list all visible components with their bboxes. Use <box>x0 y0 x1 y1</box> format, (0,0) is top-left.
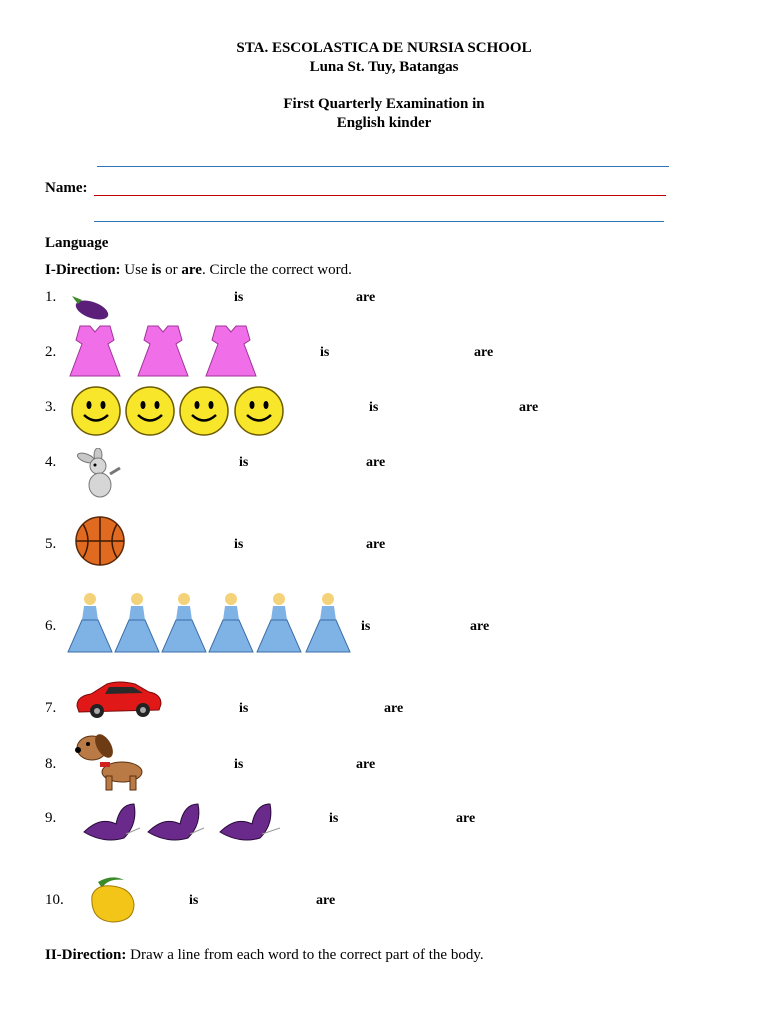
choice-is[interactable]: is <box>320 345 330 360</box>
direction-1-label: I-Direction: <box>45 262 121 278</box>
direction-1-text-a: Use <box>120 262 152 278</box>
item-number: 3. <box>45 399 57 415</box>
school-address: Luna St. Tuy, Batangas <box>309 59 459 75</box>
item-number: 6. <box>45 618 57 634</box>
direction-2-label: II-Direction: <box>45 947 127 963</box>
dog-icon <box>70 732 150 792</box>
direction-2 <box>45 947 484 964</box>
choice-is[interactable]: is <box>329 811 339 826</box>
exam-title-line2: English kinder <box>336 115 432 131</box>
mango-icon <box>82 872 138 926</box>
choice-is[interactable]: is <box>239 455 249 470</box>
direction-1-text-b: or <box>161 262 182 278</box>
top-blue-line <box>97 166 669 167</box>
princesses-icon <box>66 590 354 656</box>
choice-are[interactable]: are <box>384 701 404 716</box>
direction-1-text-c: . Circle the correct word. <box>201 262 352 278</box>
direction-1-word-are: are <box>181 262 202 278</box>
school-name: STA. ESCOLASTICA DE NURSIA SCHOOL <box>236 40 532 56</box>
name-input-line[interactable] <box>94 195 666 196</box>
car-icon <box>73 678 165 720</box>
choice-is[interactable]: is <box>361 619 371 634</box>
choice-is[interactable]: is <box>234 537 244 552</box>
basketball-icon <box>73 516 127 566</box>
bottom-blue-line <box>94 221 664 222</box>
choice-are[interactable]: are <box>356 757 376 772</box>
item-number: 8. <box>45 756 57 772</box>
eggplant-icon <box>68 288 112 322</box>
section-title: Language <box>45 235 109 251</box>
choice-is[interactable]: is <box>189 893 199 908</box>
item-number: 1. <box>45 289 57 305</box>
dresses-icon <box>68 322 264 380</box>
choice-are[interactable]: are <box>519 400 539 415</box>
item-number: 4. <box>45 454 57 470</box>
smileys-icon <box>70 386 288 436</box>
choice-is[interactable]: is <box>234 290 244 305</box>
choice-are[interactable]: are <box>316 893 336 908</box>
choice-are[interactable]: are <box>366 455 386 470</box>
item-number: 2. <box>45 344 57 360</box>
butterflies-icon <box>80 798 292 848</box>
rabbit-icon <box>76 448 126 500</box>
choice-is[interactable]: is <box>234 757 244 772</box>
choice-are[interactable]: are <box>366 537 386 552</box>
choice-are[interactable]: are <box>470 619 490 634</box>
item-number: 10. <box>45 892 64 908</box>
direction-2-text: Draw a line from each word to the correct part of the body. <box>126 947 484 963</box>
exam-title-line1: First Quarterly Examination in <box>283 96 485 112</box>
choice-is[interactable]: is <box>239 701 249 716</box>
name-label: Name: <box>45 180 88 196</box>
choice-are[interactable]: are <box>474 345 494 360</box>
direction-1-word-is: is <box>151 262 162 278</box>
item-number: 9. <box>45 810 57 826</box>
direction-1 <box>45 262 352 279</box>
item-number: 5. <box>45 536 57 552</box>
choice-are[interactable]: are <box>356 290 376 305</box>
item-number: 7. <box>45 700 57 716</box>
choice-is[interactable]: is <box>369 400 379 415</box>
choice-are[interactable]: are <box>456 811 476 826</box>
